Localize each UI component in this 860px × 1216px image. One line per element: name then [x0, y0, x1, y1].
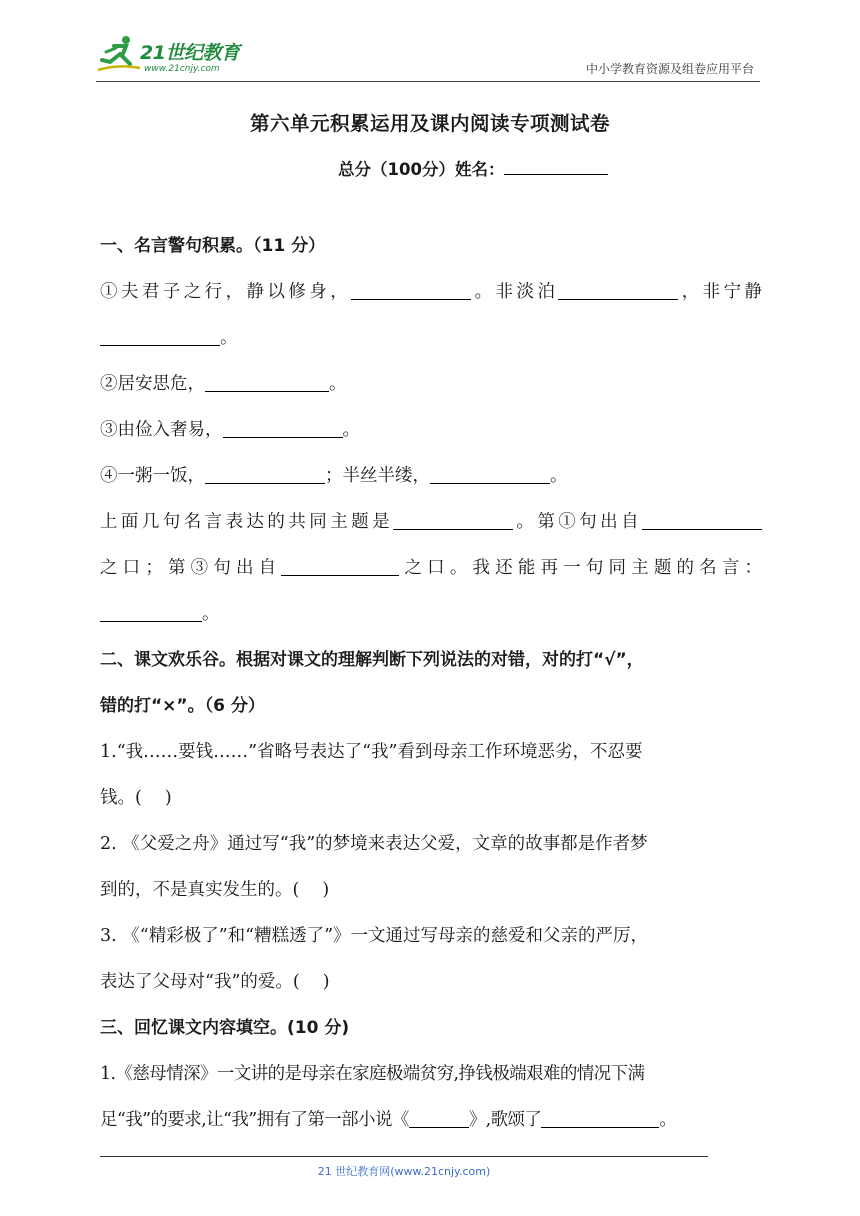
section-1-heading: 一、名言警句积累。（11 分）: [100, 236, 326, 256]
text: 足“我”的要求,让“我”拥有了第一部小说《: [100, 1110, 409, 1130]
question-line: 到的，不是真实发生的。( ): [100, 880, 330, 900]
site-logo: [96, 34, 296, 80]
section-3-heading: 三、回忆课文内容填空。(10 分): [100, 1018, 350, 1038]
page-title: 第六单元积累运用及课内阅读专项测试卷: [249, 112, 610, 135]
text: ；半丝半缕，: [325, 466, 430, 486]
page-footer[interactable]: 21 世纪教育网(www.21cnjy.com): [317, 1165, 491, 1178]
question-line: 1.“我……要钱……”省略号表达了“我”看到母亲工作环境恶劣，不忍要: [100, 742, 643, 762]
text: ③由俭入奢易，: [100, 420, 223, 440]
answer-blank[interactable]: [351, 281, 471, 300]
section-1-line: [100, 414, 762, 460]
section-1-line: [100, 460, 762, 506]
text: 。: [202, 604, 220, 624]
answer-blank[interactable]: [541, 1109, 659, 1128]
text: 。非淡泊: [471, 282, 559, 302]
runner-logo-icon: [96, 34, 142, 74]
text: ，非宁静: [678, 282, 763, 302]
section-1-line: [100, 276, 762, 322]
section-1-line: [100, 598, 762, 644]
question-line: [100, 1104, 762, 1150]
answer-blank[interactable]: [205, 465, 325, 484]
section-1-line: [100, 322, 762, 368]
text: 之口；第③句出自: [100, 558, 282, 578]
answer-blank[interactable]: [223, 419, 343, 438]
subtitle: [338, 156, 608, 180]
footer-divider: [100, 1156, 708, 1157]
section-1-line: [100, 506, 762, 552]
logo-url: www.21cnjy.com: [144, 64, 220, 74]
text: 。: [329, 374, 347, 394]
text: 。: [220, 328, 238, 348]
answer-blank[interactable]: [642, 511, 762, 530]
platform-name: 中小学教育资源及组卷应用平台: [585, 62, 754, 76]
section-1-line: [100, 368, 762, 414]
answer-blank[interactable]: [409, 1109, 469, 1128]
subtitle-text: 总分（100分）姓名：: [338, 160, 505, 179]
text: 。第①句出自: [513, 512, 642, 532]
question-line: 表达了父母对“我”的爱。( ): [100, 972, 330, 992]
section-2-heading: 二、课文欢乐谷。根据对课文的理解判断下列说法的对错，对的打“√”，: [100, 650, 644, 670]
text: 》,歌颂了: [468, 1110, 542, 1130]
text: ②居安思危，: [100, 374, 205, 394]
question-line: 2. 《父爱之舟》通过写“我”的梦境来表达父爱，文章的故事都是作者梦: [100, 834, 648, 854]
text: 之口。我还能再一句同主题的名言：: [399, 558, 763, 578]
name-blank[interactable]: [504, 160, 608, 175]
answer-blank[interactable]: [100, 327, 220, 346]
question-line: 钱。( ): [100, 788, 172, 808]
question-line: 3. 《“精彩极了”和“糟糕透了”》一文通过写母亲的慈爱和父亲的严厉，: [100, 926, 649, 946]
question-line: 1.《慈母情深》一文讲的是母亲在家庭极端贫穷,挣钱极端艰难的情况下满: [100, 1064, 645, 1084]
text: 上面几句名言表达的共同主题是: [100, 512, 393, 532]
answer-blank[interactable]: [281, 557, 399, 576]
page-header: [96, 34, 760, 80]
section-2-heading-cont: 错的打“×”。（6 分）: [100, 696, 265, 716]
logo-name: 21世纪教育: [140, 42, 240, 64]
answer-blank[interactable]: [558, 281, 678, 300]
section-1-line: [100, 552, 762, 598]
text: ①夫君子之行，静以修身，: [100, 282, 352, 302]
answer-blank[interactable]: [205, 373, 329, 392]
answer-blank[interactable]: [100, 603, 202, 622]
answer-blank[interactable]: [393, 511, 513, 530]
text: 。: [550, 466, 568, 486]
text: ④一粥一饭，: [100, 466, 205, 486]
header-divider: [96, 81, 760, 82]
text: 。: [342, 420, 360, 440]
text: 。: [659, 1110, 677, 1130]
answer-blank[interactable]: [430, 465, 550, 484]
exam-content: [100, 230, 762, 1150]
